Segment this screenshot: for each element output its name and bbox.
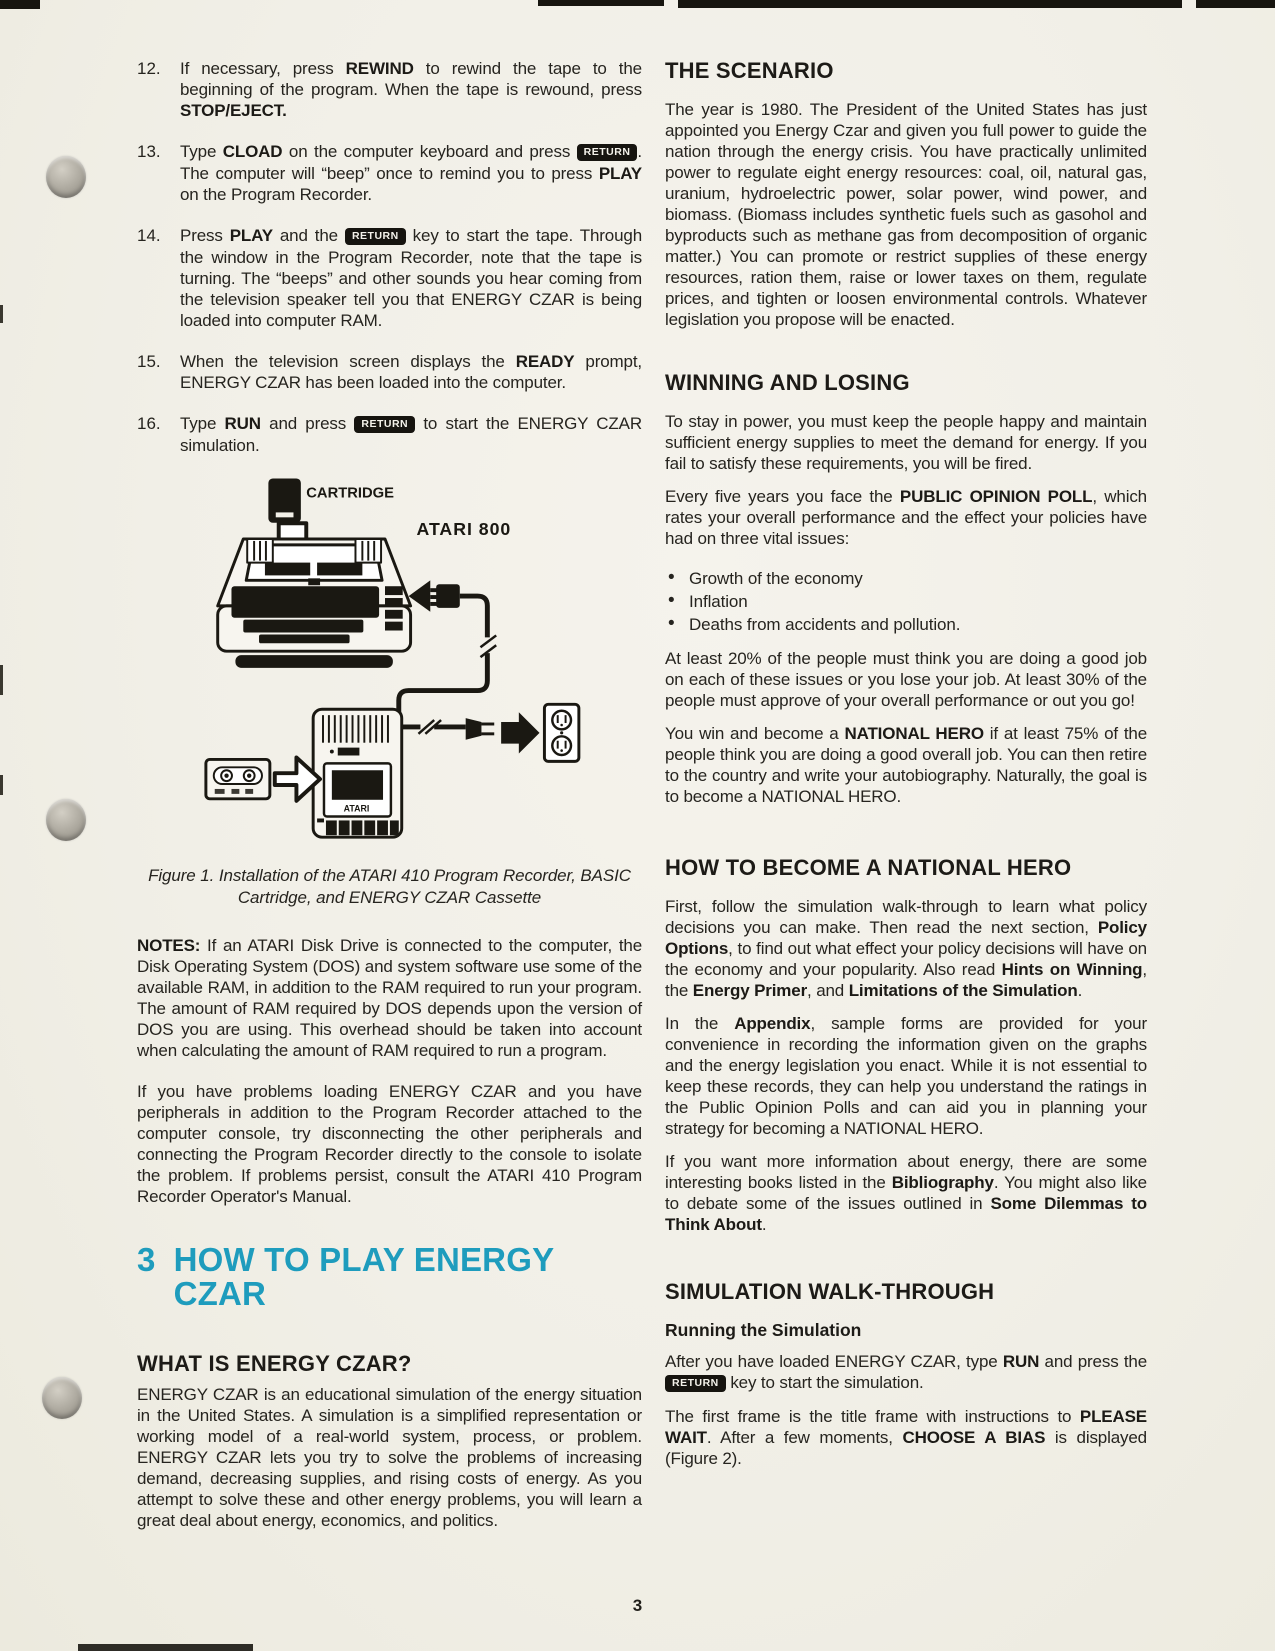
step-text: When the television screen displays the READY prompt, ENERGY CZAR has been loaded into the computer. (180, 352, 643, 392)
figure-1-diagram (185, 476, 585, 848)
step-number: 12. (137, 59, 161, 78)
hero-heading: HOW TO BECOME A NATIONAL HERO (665, 855, 1072, 880)
hero-p3: If you want more information about energy, there are some interesting books listed in the Bibliography. You might also like to debate some of the issues outlined in Some Dilemmas to Think About. (665, 1152, 1147, 1234)
wall-outlet-icon (544, 704, 578, 761)
left-column (137, 58, 642, 1531)
step-number: 13. (137, 142, 161, 161)
cartridge-label: CARTRIDGE (306, 485, 394, 502)
scan-edge-top-corner (1196, 0, 1275, 8)
winning-p4: You win and become a NATIONAL HERO if at least 75% of the people think you are doing a good overall job. You can then retire to the country and write your autobiography. Naturally, the goal is to become a NATIONAL HERO. (665, 724, 1147, 806)
section-what-is (137, 1351, 642, 1531)
list-item: • Deaths from accidents and pollution. (665, 613, 1147, 636)
list-item: • Growth of the economy (665, 567, 1147, 590)
step-number: 15. (137, 352, 161, 371)
section-winning (665, 370, 1147, 807)
vital-issues-list (665, 567, 1147, 636)
page-content (137, 58, 1147, 1531)
step-text: If necessary, press REWIND to rewind the tape to the beginning of the program. When the tape is rewound, press STOP/EJECT. (180, 59, 642, 120)
walkthrough-p1: After you have loaded ENERGY CZAR, type RUN and press the RETURN key to start the simulation. (665, 1352, 1148, 1392)
cartridge-icon (270, 480, 300, 521)
punch-hole-top (46, 156, 86, 198)
page-number: 3 (632, 1596, 643, 1615)
hero-p1: First, follow the simulation walk-through to learn what policy decisions you can make. Then read the next section, Policy Options, to find out what effect your policy decisions will have on the economy and your popularity. Also read Hints on Winning, the Energy Primer, and Limitations of the Simulation. (665, 897, 1147, 1000)
notes-paragraph: NOTES: If an ATARI Disk Drive is connected to the computer, the Disk Operating System (DOS) and system software use some of the available RAM, in addition to the RAM required to run your program. The amount of RAM required by DOS depends upon the version of DOS you are using. This overhead should be taken into account when calculating the amount of RAM required to run a program. (137, 936, 642, 1060)
program-recorder-icon (313, 709, 402, 837)
punch-hole-bottom (42, 1377, 82, 1419)
step-12 (137, 58, 642, 121)
section-walkthrough (665, 1279, 1147, 1469)
walkthrough-heading: SIMULATION WALK-THROUGH (665, 1279, 995, 1304)
winning-p1: To stay in power, you must keep the people happy and maintain sufficient energy supplies to meet the demand for energy. If you fail to satisfy these requirements, you will be fired. (665, 412, 1147, 473)
step-13 (137, 141, 642, 205)
what-is-heading: WHAT IS ENERGY CZAR? (137, 1351, 412, 1376)
figure-1-caption: Figure 1. Installation of the ATARI 410 Program Recorder, BASIC Cartridge, and ENERGY CZAR Cassette (148, 866, 631, 907)
winning-heading: WINNING AND LOSING (665, 370, 910, 395)
atari-800-label: ATARI 800 (416, 519, 512, 540)
step-16 (137, 413, 642, 456)
step-number: 14. (137, 226, 161, 245)
atari-800-computer-icon (218, 539, 411, 668)
scan-edge-bottom (78, 1644, 253, 1651)
problems-paragraph: If you have problems loading ENERGY CZAR and you have peripherals in addition to the Program Recorder attached to the computer console, try disconnecting the other peripherals and connecting the Program Recorder directly to the console to isolate the problem. If problems persist, consult the ATARI 410 Program Recorder Operator's Manual. (137, 1082, 642, 1206)
section-scenario (665, 58, 1147, 330)
scan-edge-left-tick-2 (0, 665, 3, 695)
step-text: Press PLAY and the RETURN key to start the tape. Through the window in the Program Recorder, note that the tape is turning. The “beeps” and other sounds you hear coming from the television speaker tell you that ENERGY CZAR is being loaded into computer RAM. (180, 226, 643, 330)
scan-edge-left-tick-1 (0, 305, 3, 323)
scan-edge-top-left (0, 0, 40, 9)
walkthrough-subheading: Running the Simulation (665, 1320, 862, 1340)
punch-hole-middle (46, 799, 86, 841)
scan-edge-top-mid (538, 0, 664, 6)
what-is-body: ENERGY CZAR is an educational simulation of the energy situation in the United States. A simulation is a simplified representation or working model of a real-world system, process, or problem. ENERGY CZAR lets you try to solve the problems of increasing demand, decreasing supplies, and rising costs of energy. As you attempt to solve these and other energy problems, you will learn a great deal about energy, economics, and politics. (137, 1385, 642, 1530)
scenario-body: The year is 1980. The President of the United States has just appointed you Energy Czar and given you full power to guide the nation through the energy crisis. You have practically unlimited power to regulate eight energy resources: coal, oil, natural gas, uranium, hydroelectric power, solar power, wind power, and biomass. (Biomass includes synthetic fuels such as gasohol and byproducts such as methane gas from decomposition of organic matter.) You can promote or restrict supplies of these energy resources, ration them, raise or lower taxes on them, regulate prices, and tighten or loosen environmental controls. Whatever legislation you propose will be enacted. (665, 100, 1147, 329)
chapter-heading (137, 1243, 642, 1311)
recorder-brand-label: ATARI (343, 803, 370, 814)
power-cord-icon (402, 712, 540, 753)
chapter-title: HOW TO PLAY ENERGY CZAR (173, 1241, 554, 1312)
list-item: • Inflation (665, 590, 1147, 613)
scan-edge-left-tick-3 (0, 775, 3, 795)
winning-p2: Every five years you face the PUBLIC OPINION POLL, which rates your overall performance and the effect your policies have had on three vital issues: (665, 487, 1147, 548)
step-text: Type CLOAD on the computer keyboard and press RETURN . The computer will “beep” once to remind you to press PLAY on the Program Recorder. (180, 142, 642, 204)
section-national-hero (665, 855, 1147, 1235)
step-text: Type RUN and press RETURN to start the ENERGY CZAR simulation. (180, 414, 642, 455)
step-15 (137, 351, 642, 393)
io-cable-icon (399, 580, 496, 712)
hero-p2: In the Appendix, sample forms are provided for your convenience in recording the information given on the graphs and the energy legislation you enact. While it is not essential to keep these records, they can help you understand the ratings in the Public Opinion Polls and can aid you in planning your strategy for becoming a NATIONAL HERO. (665, 1014, 1147, 1138)
step-14 (137, 225, 642, 331)
winning-p3: At least 20% of the people must think you are doing a good job on each of these issues or you lose your job. At least 30% of the people must approve of your overall performance or out you go! (665, 649, 1147, 710)
chapter-number: 3 (137, 1241, 156, 1278)
right-column (665, 58, 1147, 1531)
scan-edge-top-right (678, 0, 1182, 8)
walkthrough-p2: The first frame is the title frame with instructions to PLEASE WAIT. After a few moments, CHOOSE A BIAS is displayed (Figure 2). (665, 1407, 1147, 1468)
figure-1 (185, 476, 642, 853)
scenario-heading: THE SCENARIO (665, 58, 834, 83)
step-number: 16. (137, 414, 161, 433)
cassette-icon (206, 759, 270, 798)
